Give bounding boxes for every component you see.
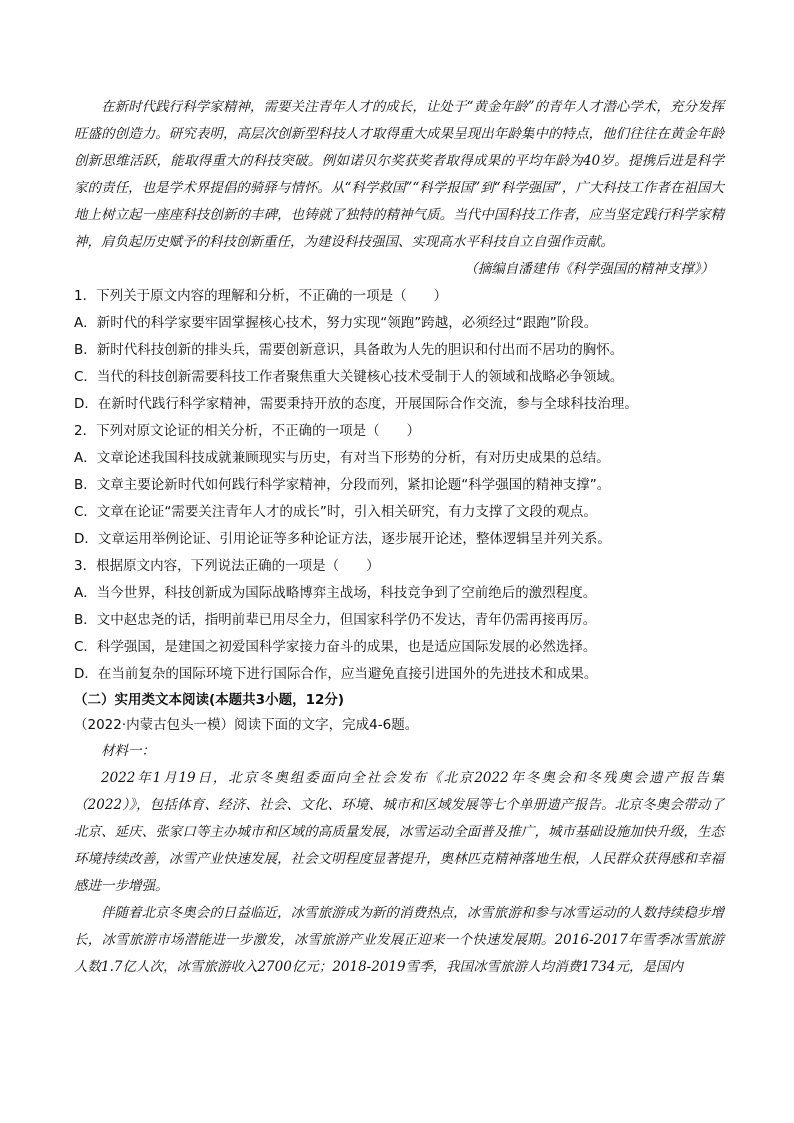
section-heading: （二）实用类文本阅读(本题共3小题，12分) xyxy=(74,692,345,708)
option-c: C．文章在论证“需要关注青年人才的成长”时，引入相关研究，有力支撑了文段的观点。 xyxy=(74,504,597,520)
material-paragraph-2: 伴随着北京冬奥会的日益临近，冰雪旅游成为新的消费热点，冰雪旅游和参与冰雪运动的人数持续稳步增长，冰雪旅游市场潜能进一步激发，冰雪旅游产业发展正迎来一个快速发展期。2016-2017年雪季冰雪旅游人数1.7亿人次，冰雪旅游收入2700亿元；2018-2019雪季，我国冰雪旅游人均消费1734元，是国内 xyxy=(74,905,724,975)
material-paragraph-1: 2022年1月19日，北京冬奥组委面向全社会发布《北京2022年冬奥会和冬残奥会遗产报告集（2022）》，包括体育、经济、社会、文化、环境、城市和区域发展等七个单册遗产报告。北京冬奥会带动了北京、延庆、张家口等主办城市和区域的高质量发展，冰雪运动全面普及推广，城市基础设施加快升级，生态环境持续改善，冰雪产业快速发展，社会文明程度显著提升，奥林匹克精神落地生根，人民群众获得感和幸福感进一步增强。 xyxy=(74,770,724,894)
material-label: 材料一： xyxy=(101,743,155,759)
option-a: A．文章论述我国科技成就兼顾现实与历史，有对当下形势的分析，有对历史成果的总结。 xyxy=(74,450,610,466)
option-b: B．文中赵忠尧的话，指明前辈已用尽全力，但国家科学仍不发达，青年仍需再接再厉。 xyxy=(74,612,597,628)
option-d: D．在新时代践行科学家精神，需要秉持开放的态度，开展国际合作交流，参与全球科技治理。 xyxy=(74,396,638,412)
option-b: B．新时代科技创新的排头兵，需要创新意识，具备敢为人先的胆识和付出而不居功的胸怀。 xyxy=(74,342,624,358)
option-a: A．新时代的科学家要牢固掌握核心技术，努力实现“领跑”跨越，必须经过“跟跑”阶段。 xyxy=(74,315,598,331)
option-a: A．当今世界，科技创新成为国际战略博弈主战场，科技竞争到了空前绝后的激烈程度。 xyxy=(74,585,597,601)
option-b: B．文章主要论新时代如何践行科学家精神，分段而列，紧扣论题“科学强国的精神支撑”。 xyxy=(74,477,611,493)
passage-source: （摘编自潘建伟《科学强国的精神支撑》） xyxy=(464,261,714,277)
question-1 xyxy=(74,283,724,418)
question-2 xyxy=(74,418,724,553)
option-c: C．当代的科技创新需要科技工作者聚焦重大关键核心技术受制于人的领域和战略必争领域。 xyxy=(74,369,624,385)
page-content xyxy=(74,94,724,981)
question-stem: 1．下列关于原文内容的理解和分析，不正确的一项是（ ） xyxy=(74,288,448,304)
question-stem: 2．下列对原文论证的相关分析，不正确的一项是（ ） xyxy=(74,423,421,439)
option-c: C．科学强国，是建国之初爱国科学家接力奋斗的成果，也是适应国际发展的必然选择。 xyxy=(74,639,597,655)
question-stem: 3．根据原文内容，下列说法正确的一项是（ ） xyxy=(74,558,380,574)
option-d: D．在当前复杂的国际环境下进行国际合作，应当避免直接引进国外的先进技术和成果。 xyxy=(74,666,598,682)
passage-paragraph: 在新时代践行科学家精神，需要关注青年人才的成长，让处于“黄金年龄”的青年人才潜心学术，充分发挥旺盛的创造力。研究表明，高层次创新型科技人才取得重大成果呈现出年龄集中的特点，他们往往在黄金年龄创新思维活跃，能取得重大的科技突破。例如诺贝尔奖获奖者取得成果的平均年龄为40岁。提携后进是科学家的责任，也是学术界提倡的骑驿与情怀。从“科学救国”“科学报国”到“科学强国”，广大科技工作者在祖国大地上树立起一座座科技创新的丰碑，也铸就了独特的精神气质。当代中国科技工作者，应当坚定践行科学家精神，肩负起历史赋予的科技创新重任，为建设科技强国、实现高水平科技自立自强作贡献。 xyxy=(74,99,724,250)
option-d: D．文章运用举例论证、引用论证等多种论证方法，逐步展开论述，整体逻辑呈并列关系。 xyxy=(74,531,611,547)
section-intro: （2022·内蒙古包头一模）阅读下面的文字，完成4-6题。 xyxy=(74,717,419,733)
question-3 xyxy=(74,553,724,688)
